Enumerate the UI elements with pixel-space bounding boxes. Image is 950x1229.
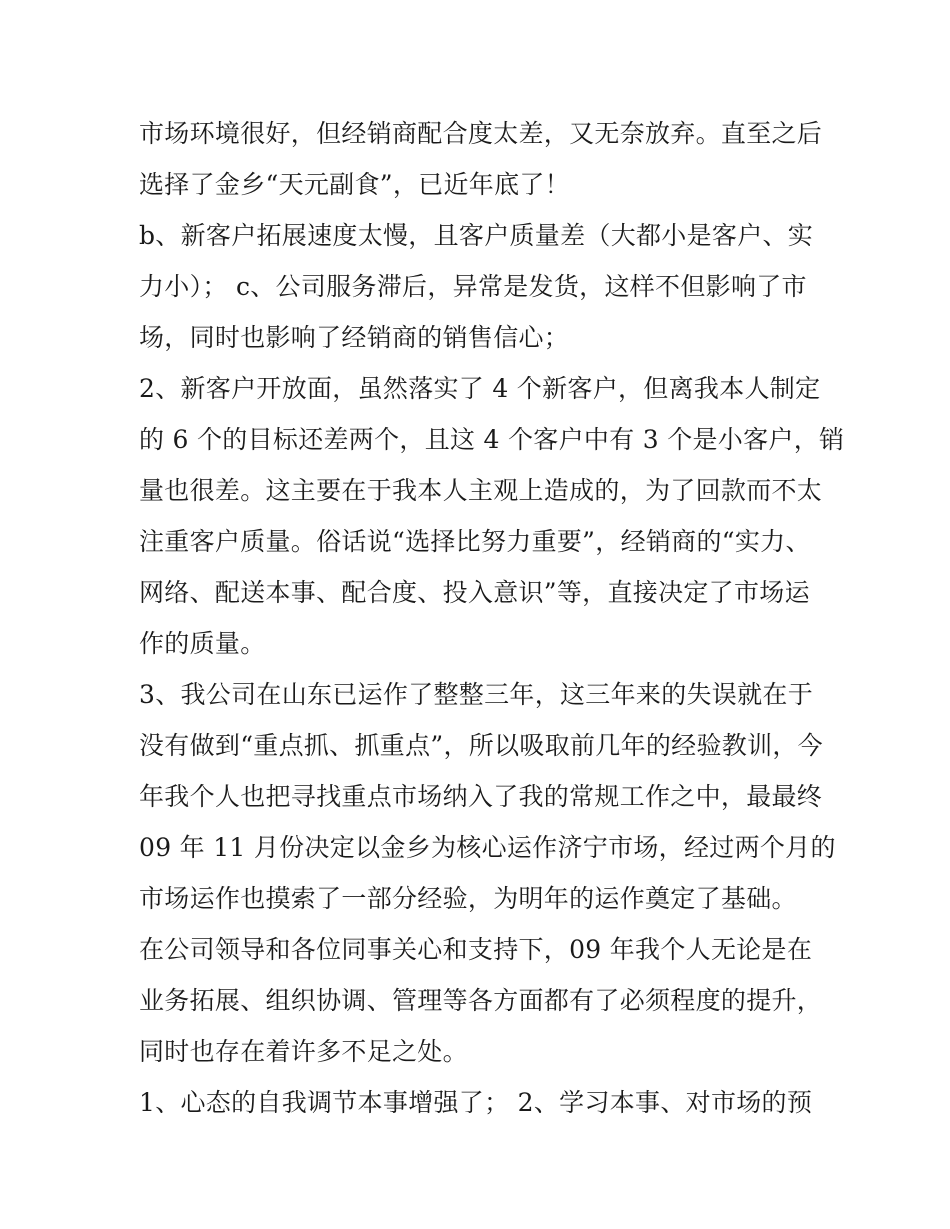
text-line: 场，同时也影响了经销商的销售信心；: [139, 323, 570, 352]
text-line: 选择了金乡“天元副食”，已近年底了！: [139, 170, 570, 199]
body-text: [139, 108, 845, 1128]
text-line: 在公司领导和各位同事关心和支持下，09 年我个人无论是在: [139, 935, 813, 964]
text-line: 的 6 个的目标还差两个，且这 4 个客户中有 3 个是小客户，销: [139, 425, 845, 454]
text-line: 3、我公司在山东已运作了整整三年，这三年来的失误就在于: [139, 680, 814, 709]
text-line: 量也很差。这主要在于我本人主观上造成的，为了回款而不太: [139, 476, 823, 505]
text-line: 同时也存在着许多不足之处。: [139, 1037, 468, 1066]
text-line: 力小）； c、公司服务滞后，异常是发货，这样不但影响了市: [139, 272, 807, 301]
text-line: 市场环境很好，但经销商配合度太差，又无奈放弃。直至之后: [139, 119, 823, 148]
text-line: 网络、配送本事、配合度、投入意识”等，直接决定了市场运: [139, 578, 810, 607]
text-line: 没有做到“重点抓、抓重点”，所以吸取前几年的经验教训，今: [139, 731, 823, 760]
text-line: 作的质量。: [139, 629, 266, 658]
text-line: 09 年 11 月份决定以金乡为核心运作济宁市场，经过两个月的: [139, 833, 836, 862]
text-line: 市场运作也摸索了一部分经验，为明年的运作奠定了基础。: [139, 884, 797, 913]
text-line: 注重客户质量。俗话说“选择比努力重要”，经销商的“实力、: [139, 527, 811, 556]
text-line: 年我个人也把寻找重点市场纳入了我的常规工作之中，最最终: [139, 782, 823, 811]
text-line: 业务拓展、组织协调、管理等各方面都有了必须程度的提升，: [139, 986, 823, 1015]
text-line: 2、新客户开放面，虽然落实了 4 个新客户，但离我本人制定: [139, 374, 821, 403]
text-line: b、新客户拓展速度太慢，且客户质量差（大都小是客户、实: [139, 221, 814, 250]
text-line: 1、心态的自我调节本事增强了； 2、学习本事、对市场的预: [139, 1088, 813, 1117]
